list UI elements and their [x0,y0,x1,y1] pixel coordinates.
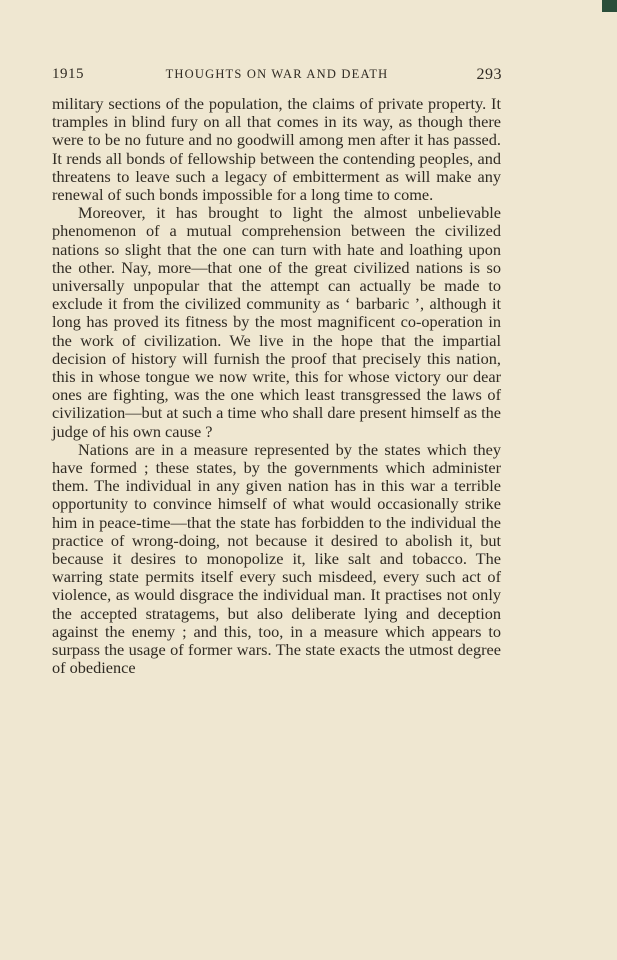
paragraph: Moreover, it has brought to light the almost unbelievable phenomenon of a mutual comprehension between the civilized nations so slight that the one can turn with hate and loathing upon the other. Nay, more—that one of the great civilized nations is so universally unpopular that the attempt can actually be made to exclude it from the civilized community as ‘ barbaric ’, although it long has proved its fitness by the most magnificent co-operation in the work of civilization. We live in the hope that the impartial decision of history will furnish the proof that precisely this nation, this in whose tongue we now write, this for whose victory our dear ones are fighting, was the one which least transgressed the laws of civilization—but at such a time who shall dare present himself as the judge of his own cause ? [52,203,501,441]
running-header [52,66,502,86]
running-title: THOUGHTS ON WAR AND DEATH [165,67,389,81]
body-text [52,95,501,815]
paragraph: Nations are in a measure represented by the states which they have formed ; these states, by the governments which administer them. The individual in any given nation has in this war a terrible opportunity to convince himself of what would occasionally strike him in peace-time—that the state has forbidden to the individual the practice of wrong-doing, not because it desired to abolish it, but because it desires to monopolize it, like salt and tobacco. The warring state permits itself every such misdeed, every such act of violence, as would disgrace the individual man. It practises not only the accepted stratagems, but also deliberate lying and deception against the enemy ; and this, too, in a measure which appears to surpass the usage of former wars. The state exacts the utmost degree of obedience [52,439,501,678]
page-number: 293 [476,66,502,83]
header-year: 1915 [52,66,84,82]
paragraph: military sections of the population, the claims of private property. It tramples in blind fury on all that comes in its way, as though there were to be no future and no goodwill among men after it has passed. It rends all bonds of fellowship between the contending peoples, and threatens to leave such a legacy of embitterment as will make any renewal of such bonds impossible for a long time to come. [52,94,501,205]
corner-tab [602,0,617,12]
